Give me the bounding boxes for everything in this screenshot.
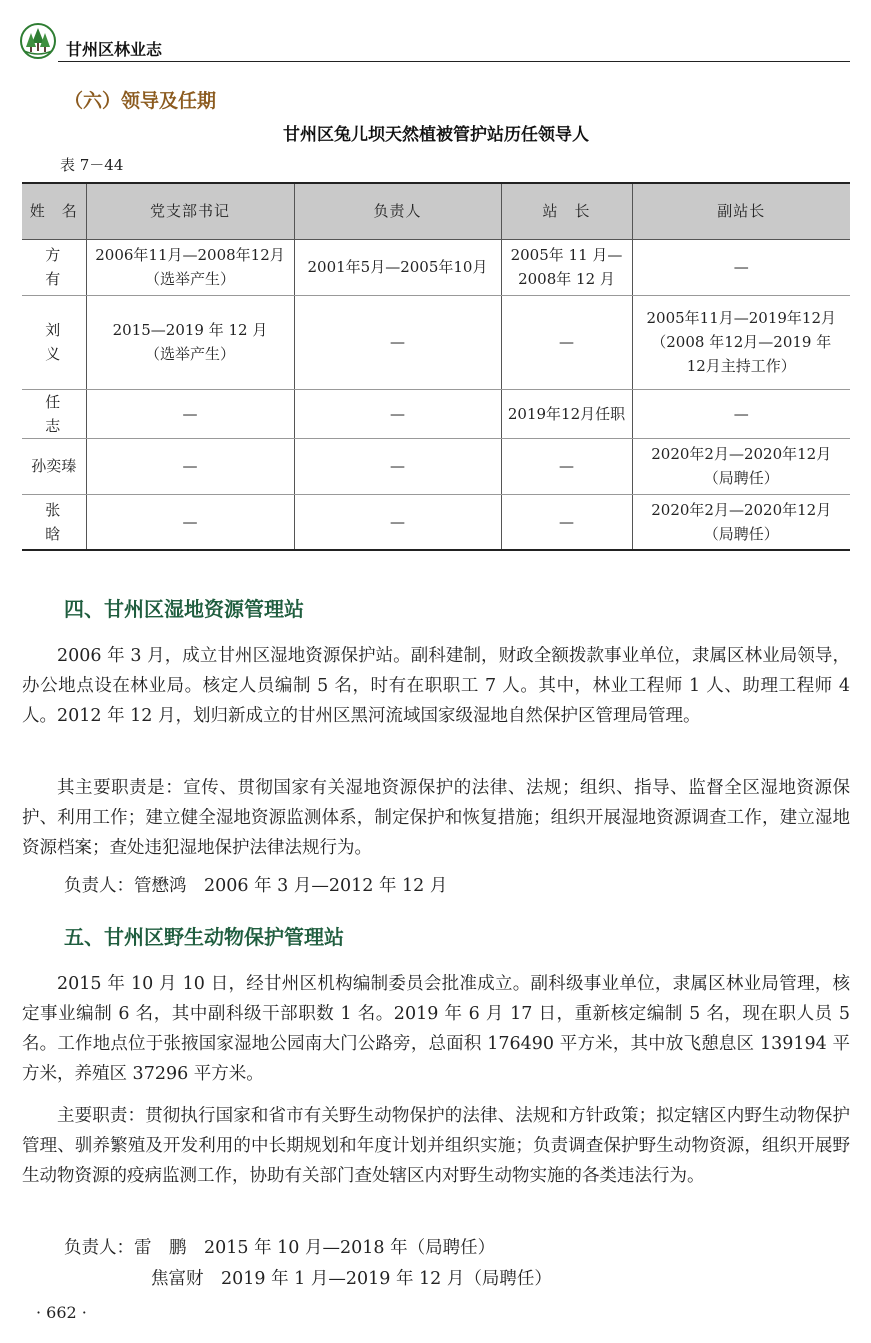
cell-deputy	[632, 295, 850, 389]
cell-text: —	[390, 404, 405, 423]
cell-deputy	[632, 239, 850, 295]
cell-text: （局聘任）	[703, 524, 779, 543]
cell-secretary	[86, 438, 294, 494]
book-title: 甘州区林业志	[66, 40, 163, 59]
wildlife-paragraph-2: 主要职责：贯彻执行国家和省市有关野生动物保护的法律、法规和方针政策；拟定辖区内野生动物保护管理、驯养繁殖及开发利用的中长期规划和年度计划并组织实施；负责调查保护野生动物资源，组织开展野生动物资源的疫病监测工作，协助有关部门查处辖区内对野生动物实施的各类违法行为。	[22, 1106, 850, 1186]
table-row	[22, 295, 850, 389]
cell-text: 2005年11月—2019年12月	[646, 309, 837, 327]
cell-deputy	[632, 494, 850, 550]
cell-text: 2008年 12 月	[518, 270, 615, 288]
cell-responsible	[294, 239, 501, 295]
cell-text: 2020年2月—2020年12月	[651, 445, 832, 463]
subsection-heading: （六）领导及任期	[64, 90, 217, 112]
col-header-name: 姓 名	[22, 183, 86, 239]
cell-text: 2005年 11 月—	[510, 246, 623, 264]
forest-trees-icon	[20, 23, 56, 59]
cell-secretary	[86, 389, 294, 438]
cell-text: 12月主持工作）	[686, 357, 796, 375]
cell-text: —	[559, 333, 574, 351]
cell-name: 任志	[22, 389, 86, 438]
cell-deputy	[632, 438, 850, 494]
cell-director	[501, 295, 632, 389]
cell-text: —	[182, 404, 198, 423]
cell-responsible	[294, 438, 501, 494]
cell-deputy	[632, 389, 850, 438]
col-header-secretary: 党支部书记	[86, 183, 294, 239]
cell-director	[501, 389, 632, 438]
table-row	[22, 438, 850, 494]
wildlife-paragraph-1: 2015 年 10 月 10 日，经甘州区机构编制委员会批准成立。副科级事业单位，隶属区林业局管理，核定事业编制 6 名，其中副科级干部职数 1 名。2019 年 6 月 17 日，重新核定编制 5 名，现在职人员 5 名。工作地点位于张掖国家湿地公园南大门公路旁，总面积 176490 平方米，其中放飞憩息区 139194 平方米，养殖区 37296 平方米。	[22, 974, 850, 1084]
cell-name: 方有	[22, 239, 86, 295]
cell-director	[501, 438, 632, 494]
cell-secretary	[86, 239, 294, 295]
cell-text: —	[559, 512, 574, 531]
cell-text: —	[182, 512, 198, 531]
leaders-table	[22, 182, 850, 551]
cell-text: 2020年2月—2020年12月	[651, 500, 832, 519]
cell-responsible	[294, 389, 501, 438]
col-header-director: 站 长	[501, 183, 632, 239]
cell-text: —	[390, 512, 405, 531]
cell-text: —	[733, 404, 749, 423]
cell-text: —	[559, 457, 574, 475]
cell-text: —	[733, 258, 749, 276]
cell-text: —	[182, 457, 198, 475]
wildlife-leader-2: 焦富财 2019 年 1 月—2019 年 12 月（局聘任）	[151, 1269, 552, 1289]
wildlife-leader-1: 负责人：雷 鹏 2015 年 10 月—2018 年（局聘任）	[64, 1238, 496, 1258]
section-heading-wetland: 四、甘州区湿地资源管理站	[64, 597, 304, 621]
cell-text: （选举产生）	[144, 270, 235, 288]
cell-name: 张晗	[22, 494, 86, 550]
cell-responsible	[294, 494, 501, 550]
cell-responsible	[294, 295, 501, 389]
cell-text: —	[390, 333, 405, 351]
table-header-row	[22, 183, 850, 239]
table-row	[22, 494, 850, 550]
cell-name: 刘义	[22, 295, 86, 389]
cell-name: 孙奕瑧	[22, 438, 86, 494]
col-header-responsible: 负责人	[294, 183, 501, 239]
wetland-leader: 负责人：管懋鸿 2006 年 3 月—2012 年 12 月	[64, 876, 448, 896]
wetland-paragraph-1: 2006 年 3 月，成立甘州区湿地资源保护站。副科建制，财政全额拨款事业单位，隶属区林业局领导，办公地点设在林业局。核定人员编制 5 名，时有在职职工 7 人。其中，林业工程师 1 人、助理工程师 4 人。2012 年 12 月，划归新成立的甘州区黑河流域国家级湿地自然保护区管理局管理。	[22, 646, 850, 726]
page-header	[20, 20, 850, 62]
section-heading-wildlife: 五、甘州区野生动物保护管理站	[64, 925, 344, 949]
cell-secretary	[86, 494, 294, 550]
table-row	[22, 389, 850, 438]
cell-text: （局聘任）	[703, 469, 779, 487]
table-number: 表 7－44	[60, 156, 124, 174]
col-header-deputy: 副站长	[632, 183, 850, 239]
cell-secretary	[86, 295, 294, 389]
cell-text: —	[390, 457, 405, 475]
cell-text: 2015—2019 年 12 月	[112, 321, 268, 339]
cell-text: 2006年11月—2008年12月	[95, 246, 285, 264]
header-divider	[58, 61, 850, 62]
table-title: 甘州区兔儿坝天然植被管护站历任领导人	[283, 125, 589, 145]
cell-text: （2008 年12月—2019 年	[651, 333, 832, 351]
wetland-paragraph-2: 其主要职责是：宣传、贯彻国家有关湿地资源保护的法律、法规；组织、指导、监督全区湿地资源保护、利用工作；建立健全湿地资源监测体系，制定保护和恢复措施；组织开展湿地资源调查工作，建立湿地资源档案；查处违犯湿地保护法律法规行为。	[22, 778, 850, 858]
page-number: · 662 ·	[36, 1303, 87, 1322]
cell-text: （选举产生）	[144, 345, 235, 363]
cell-text: 2001年5月—2005年10月	[307, 258, 488, 276]
table-row	[22, 239, 850, 295]
cell-director	[501, 239, 632, 295]
cell-text: 2019年12月任职	[507, 404, 626, 423]
cell-director	[501, 494, 632, 550]
